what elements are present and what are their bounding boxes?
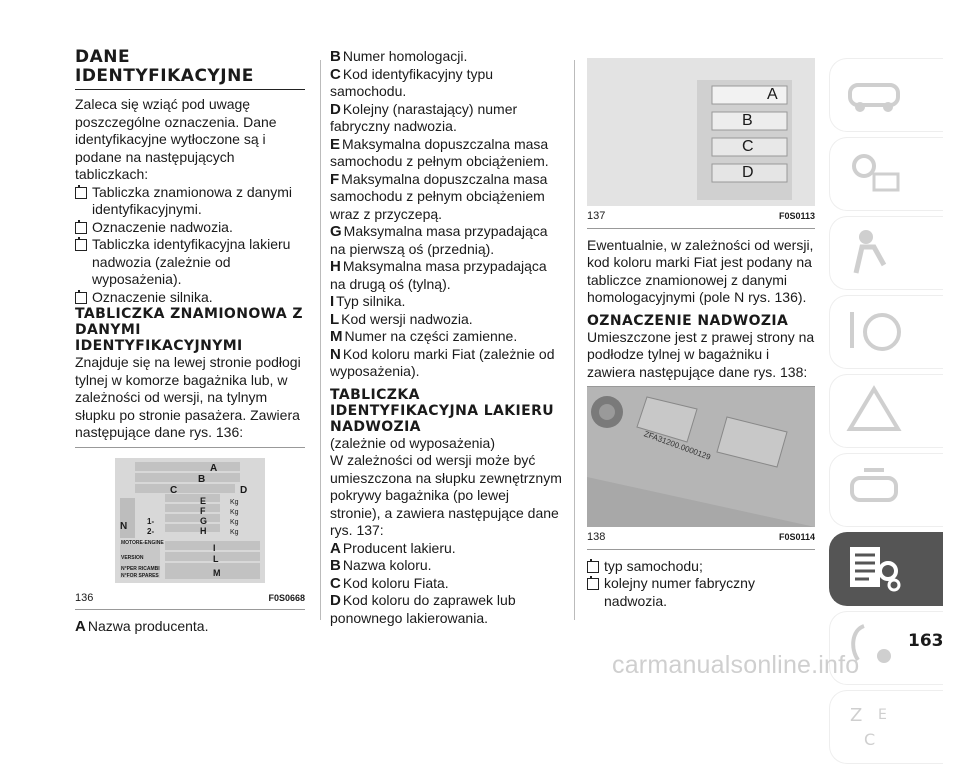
plate-row1: 1- bbox=[147, 516, 155, 526]
legend-item: B Numer homologacji. bbox=[330, 48, 468, 65]
legend-item: L Kod wersji nadwozia. bbox=[330, 310, 473, 328]
plate-label-i: I bbox=[213, 542, 216, 553]
legend-item: D Kolejny (narastający) numer fabryczny nadwozia. bbox=[330, 100, 518, 134]
legend-item: M Numer na części zamienne. bbox=[330, 328, 518, 345]
figure-bottom-rule bbox=[587, 228, 815, 229]
paint-label-illustration bbox=[587, 58, 815, 206]
bullet-item: Oznaczenie nadwozia. bbox=[75, 219, 305, 237]
legend-item: G Maksymalna masa przypadająca na pierwszą oś (przednią). bbox=[330, 223, 548, 257]
legend-item: C Kod identyfikacyjny typu samochodu. bbox=[330, 65, 494, 99]
figure-bottom-rule bbox=[587, 549, 815, 550]
plate-kg: Kg bbox=[230, 528, 239, 536]
svg-text:Z: Z bbox=[850, 705, 863, 726]
section-heading: TABLICZKA IDENTYFIKACYJNA LAKIERU NADWOZIA bbox=[330, 386, 555, 435]
figure-code: F0S0114 bbox=[778, 532, 815, 542]
figure-number: 138 bbox=[587, 531, 606, 543]
plate-label-l: L bbox=[213, 553, 219, 564]
chapter-title-line1: DANE bbox=[75, 47, 131, 67]
safety-airbag-icon bbox=[844, 225, 904, 277]
legend-item: B Nazwa koloru. bbox=[330, 557, 432, 574]
tab-lights[interactable] bbox=[829, 137, 943, 211]
maintenance-icon bbox=[844, 462, 904, 514]
title-rule bbox=[75, 89, 305, 90]
plate-label-d: D bbox=[240, 484, 248, 496]
section-text: W zależności od wersji może być umieszczona na słupku zewnętrznym pokrywy bagażnika (po lewej stronie), a zawiera następujące dane rys. 137: bbox=[330, 452, 562, 538]
section-subtitle: (zależnie od wyposażenia) bbox=[330, 434, 495, 451]
plate-row2: 2- bbox=[147, 526, 155, 536]
bullet-item: Oznaczenie silnika. bbox=[75, 289, 305, 307]
bullet-icon bbox=[75, 292, 87, 304]
paint-label-d: D bbox=[742, 164, 754, 181]
figure-caption bbox=[587, 529, 815, 547]
legend-item: F Maksymalna dopuszczalna masa samochodu z pełnym obciążeniem wraz z przyczepą. bbox=[330, 170, 548, 222]
column-divider bbox=[574, 60, 575, 620]
lights-messages-icon bbox=[844, 146, 904, 198]
section-text: Znajduje się na lewej stronie podłogi tylnej w komorze bagażnika lub, w zależności od wersji, na tylnym słupku po stronie pasażera. Zawiera następujące dane rys. 136: bbox=[75, 354, 301, 440]
paint-label-a: A bbox=[767, 86, 778, 103]
bullet-item: typ samochodu; bbox=[587, 558, 815, 576]
bullet-icon bbox=[75, 222, 87, 234]
chassis-stamp: ZFA31200.0000129 bbox=[642, 429, 712, 462]
paint-label-b: B bbox=[742, 112, 753, 129]
column-3 bbox=[587, 58, 815, 610]
figure-code: F0S0668 bbox=[268, 592, 305, 603]
intro-text: Zaleca się wziąć pod uwagę poszczególne oznaczenia. Dane identyfikacyjne wytłoczone są i podane na następujących tabliczkach: bbox=[75, 96, 277, 182]
watermark: carmanualsonline.info bbox=[612, 651, 860, 679]
legend-item: A Producent lakieru. bbox=[330, 539, 456, 557]
tab-emergency[interactable] bbox=[829, 374, 943, 448]
bullet-icon bbox=[587, 578, 599, 590]
column-divider bbox=[320, 60, 321, 620]
plate-label-g: G bbox=[200, 515, 208, 526]
paint-label-c: C bbox=[742, 138, 754, 155]
figure-137 bbox=[587, 58, 815, 206]
plate-kg: Kg bbox=[230, 498, 239, 506]
legend-item: E Maksymalna dopuszczalna masa samochodu z pełnym obciążeniem. bbox=[330, 135, 549, 169]
chapter-title-line2: IDENTYFIKACYJNE bbox=[75, 66, 254, 86]
tab-driving[interactable] bbox=[829, 295, 943, 369]
tab-index[interactable] bbox=[829, 690, 943, 764]
figure-136 bbox=[75, 448, 305, 588]
tab-dashboard[interactable] bbox=[829, 58, 943, 132]
body-text: Ewentualnie, w zależności od wersji, kod koloru marki Fiat jest podany na tabliczce znamionowej z danymi homologacyjnymi (pole N rys. 136). bbox=[587, 236, 814, 305]
plate-label-n: N bbox=[120, 520, 128, 532]
plate-label-c: C bbox=[170, 484, 178, 496]
figure-138 bbox=[587, 387, 815, 527]
tab-technical-data[interactable] bbox=[829, 532, 943, 606]
bullet-item: kolejny numer fabryczny nadwozia. bbox=[587, 575, 815, 610]
plate-version: VERSION bbox=[121, 554, 144, 561]
index-icon bbox=[844, 699, 904, 751]
svg-text:E: E bbox=[878, 707, 887, 723]
bullet-item: Tabliczka znamionowa z danymi identyfikacyjnymi. bbox=[75, 184, 305, 219]
section-text: Umieszczone jest z prawej strony na podłodze tylnej w bagażniku i zawiera następujące dane rys. 138: bbox=[587, 328, 815, 380]
tab-maintenance[interactable] bbox=[829, 453, 943, 527]
plate-spares2: N°FOR SPARES bbox=[121, 572, 159, 579]
bullet-icon bbox=[587, 561, 599, 573]
plate-label-e: E bbox=[200, 495, 207, 506]
plate-label-b: B bbox=[198, 473, 206, 485]
plate-label-m: M bbox=[213, 567, 221, 578]
plate-spares1: N°PER RICAMBI bbox=[121, 565, 160, 572]
section-heading: TABLICZKA ZNAMIONOWA Z DANYMI IDENTYFIKACYJNYMI bbox=[75, 306, 303, 354]
bullet-item: Tabliczka identyfikacyjna lakieru nadwozia (zależnie od wyposażenia). bbox=[75, 236, 305, 289]
figure-code: F0S0113 bbox=[778, 211, 815, 221]
figure-caption bbox=[75, 590, 305, 608]
page-number: 163 bbox=[908, 631, 944, 651]
bullet-icon bbox=[75, 239, 87, 251]
technical-data-icon bbox=[844, 541, 904, 593]
plate-engine: MOTORE-ENGINE bbox=[121, 539, 164, 546]
plate-kg: Kg bbox=[230, 518, 239, 526]
tab-safety[interactable] bbox=[829, 216, 943, 290]
column-2 bbox=[330, 48, 562, 627]
plate-label-f: F bbox=[200, 505, 206, 516]
plate-label-a: A bbox=[210, 462, 218, 474]
id-plate-illustration bbox=[75, 448, 305, 588]
legend-item: D Kod koloru do zaprawek lub ponownego lakierowania. bbox=[330, 592, 516, 626]
legend-item: C Kod koloru Fiata. bbox=[330, 574, 449, 592]
car-dashboard-icon bbox=[844, 67, 904, 119]
section-heading: OZNACZENIE NADWOZIA bbox=[587, 312, 789, 329]
figure-number: 137 bbox=[587, 210, 606, 222]
legend-item-a: A Nazwa producenta. bbox=[75, 618, 209, 635]
legend-item: I Typ silnika. bbox=[330, 293, 406, 310]
plate-label-h: H bbox=[200, 525, 207, 536]
svg-text:C: C bbox=[864, 730, 876, 749]
figure-number: 136 bbox=[75, 591, 94, 604]
plate-kg: Kg bbox=[230, 508, 239, 516]
figure-caption bbox=[587, 208, 815, 226]
warning-emergency-icon bbox=[844, 383, 904, 435]
bullet-icon bbox=[75, 187, 87, 199]
figure-bottom-rule bbox=[75, 609, 305, 610]
starting-driving-icon bbox=[844, 304, 904, 356]
legend-item: H Maksymalna masa przypadająca na drugą oś (tylną). bbox=[330, 258, 547, 292]
column-1 bbox=[75, 48, 305, 636]
legend-item: N Kod koloru marki Fiat (zależnie od wyposażenia). bbox=[330, 345, 555, 379]
